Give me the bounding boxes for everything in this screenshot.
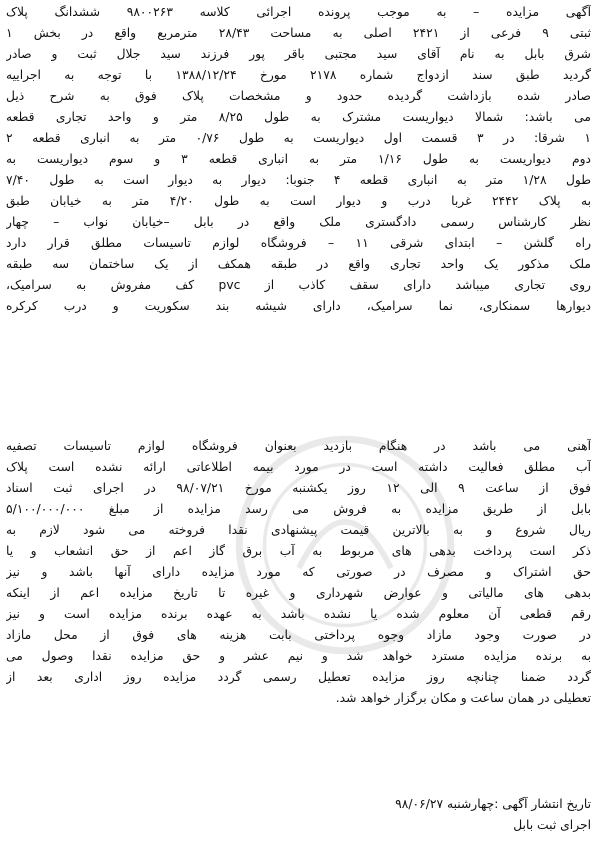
text-line: گردد ضمنا چنانچه روز مزایده تعطیل رسمی گردد مزایده روز اداری بعد از [6,670,591,684]
text-line: روی تجاری میباشد دارای سقف کاذب از pvc کف مفروش به سرامیک، [6,278,591,292]
signature-line: اجرای ثبت بابل [513,818,591,832]
text-line: آهنی می باشد در هنگام بازدید بعنوان فروشگاه لوازم تاسیسات تصفیه [6,439,591,453]
text-line: شرق بابل به نام آقای سید مجتبی باقر پور فرزند سید جلال ثبت و صادر [6,47,591,61]
text-line: در صورت وجود مازاد وجوه پرداختی بابت هزینه های فوق از محل مازاد [6,628,591,642]
text-line: فوق از ساعت ۹ الی ۱۲ روز یکشنبه مورخ ۹۸/۰۷/۲۱ در اجرای ثبت اسناد [6,481,591,495]
text-line: به برنده مزایده مسترد خواهد شد و نیم عشر و حق مزایده نقدا وصول می [6,649,591,663]
publish-date-line: تاریخ انتشار آگهی :چهارشنبه ۹۸/۰۶/۲۷ [395,797,591,811]
text-line: آب مطلق فعالیت داشته است در مورد بیمه اطلاعاتی ارائه نشده است پلاک [6,460,591,474]
text-line: نظر کارشناس رسمی دادگستری ملک واقع در بابل –خیابان نواب – چهار [6,215,591,229]
text-line: حق اشتراک و مصرف در صورتی که مورد مزایده دارای آنها باشد و نیز [6,565,591,579]
text-line: صادر شده بازداشت گردیده حدود و مشخصات پلاک فوق به شرح ذیل [6,89,591,103]
text-line: تعطیلی در همان ساعت و مکان برگزار خواهد شد. [335,691,591,705]
text-line: ریال شروع و به بالاترین قیمت پیشنهادی نقدا فروخته می شود لازم به [6,523,591,537]
text-line: راه گلشن – ابتدای شرقی ۱۱ – فروشگاه لوازم تاسیسات مطلق قرار دارد [6,236,591,250]
notice-footer [6,794,591,836]
text-line: ملک مذکور یک واحد تجاری واقع در طبقه همکف از یک ساختمان سه طبقه [6,257,591,271]
text-line: طول ۱/۲۸ متر به انباری قطعه ۴ جنوبا: دیوار به دیوار است به طول ۷/۴۰ [6,173,591,187]
text-line: بدهی های مالیاتی و عوارض شهرداری و غیره تا تاریخ مزایده اعم از اینکه [6,586,591,600]
notice-paragraph-1 [6,2,591,317]
text-line: بابل از طریق مزایده به فروش می رسد مزایده از مبلغ ۵/۱۰۰/۰۰۰/۰۰۰ [6,502,591,516]
text-line: دوم دیواریست به طول ۱/۱۶ متر به انباری قطعه ۳ و سوم دیواریست به [6,152,591,166]
text-line: می باشد: شمالا دیواریست مشترک به طول ۸/۲۵ متر و واحد تجاری قطعه [6,110,591,124]
text-line: ۱ شرقا: در ۳ قسمت اول دیواریست به طول ۰/۷۶ متر به انباری قطعه ۲ [6,131,591,145]
notice-paragraph-2 [6,436,591,709]
text-line: گردید طبق سند ازدواج شماره ۲۱۷۸ مورخ ۱۳۸۸/۱۲/۲۴ با توجه به اجراییه [6,68,591,82]
text-line: ذکر است پرداخت بدهی های مربوط به آب برق گاز اعم از حق انشعاب و یا [6,544,591,558]
text-line: دیوارها سمنکاری، نما سرامیک، دارای شیشه بند سکوریت و درب کرکره [6,299,591,313]
text-line: به پلاک ۲۴۴۲ غربا درب و دیوار است به طول ۴/۲۰ متر به خیابان طبق [6,194,591,208]
text-line: آگهی مزایده – به موجب پرونده اجرائی کلاسه ۹۸۰۰۲۶۳ ششدانگ پلاک [6,5,591,19]
text-line: رقم قطعی آن معلوم شده یا نشده باشد به عهده برنده مزایده است و نیز [6,607,591,621]
text-line: ثبتی ۹ فرعی از ۲۴۲۱ اصلی به مساحت ۲۸/۴۳ مترمربع واقع در بخش ۱ [6,26,591,40]
